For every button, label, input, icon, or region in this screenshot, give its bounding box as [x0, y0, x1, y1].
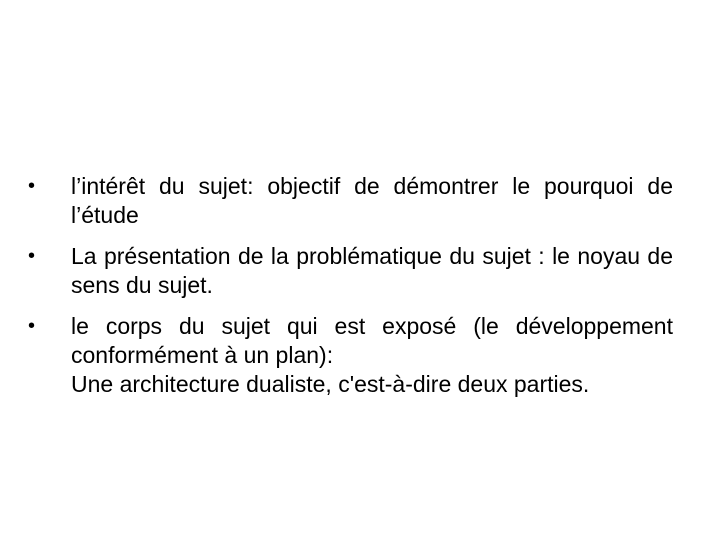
bullet-item-corps — [28, 312, 673, 399]
bullet-text-problematique: La présentation de la problématique du sujet : le noyau de sens du sujet. — [71, 243, 673, 298]
bullet-item-interet — [28, 172, 673, 230]
bullet-icon: • — [28, 175, 36, 197]
bullet-icon: • — [28, 245, 36, 267]
bullet-continuation-architecture: Une architecture dualiste, c'est-à-dire deux parties. — [71, 371, 590, 397]
bullet-text-corps: le corps du sujet qui est exposé (le développement conformément à un plan): — [71, 313, 673, 368]
bullet-item-problematique — [28, 242, 673, 300]
bullet-text-interet: l’intérêt du sujet: objectif de démontrer le pourquoi de l’étude — [71, 173, 673, 228]
bullet-icon: • — [28, 315, 36, 337]
bullet-list — [28, 172, 673, 399]
